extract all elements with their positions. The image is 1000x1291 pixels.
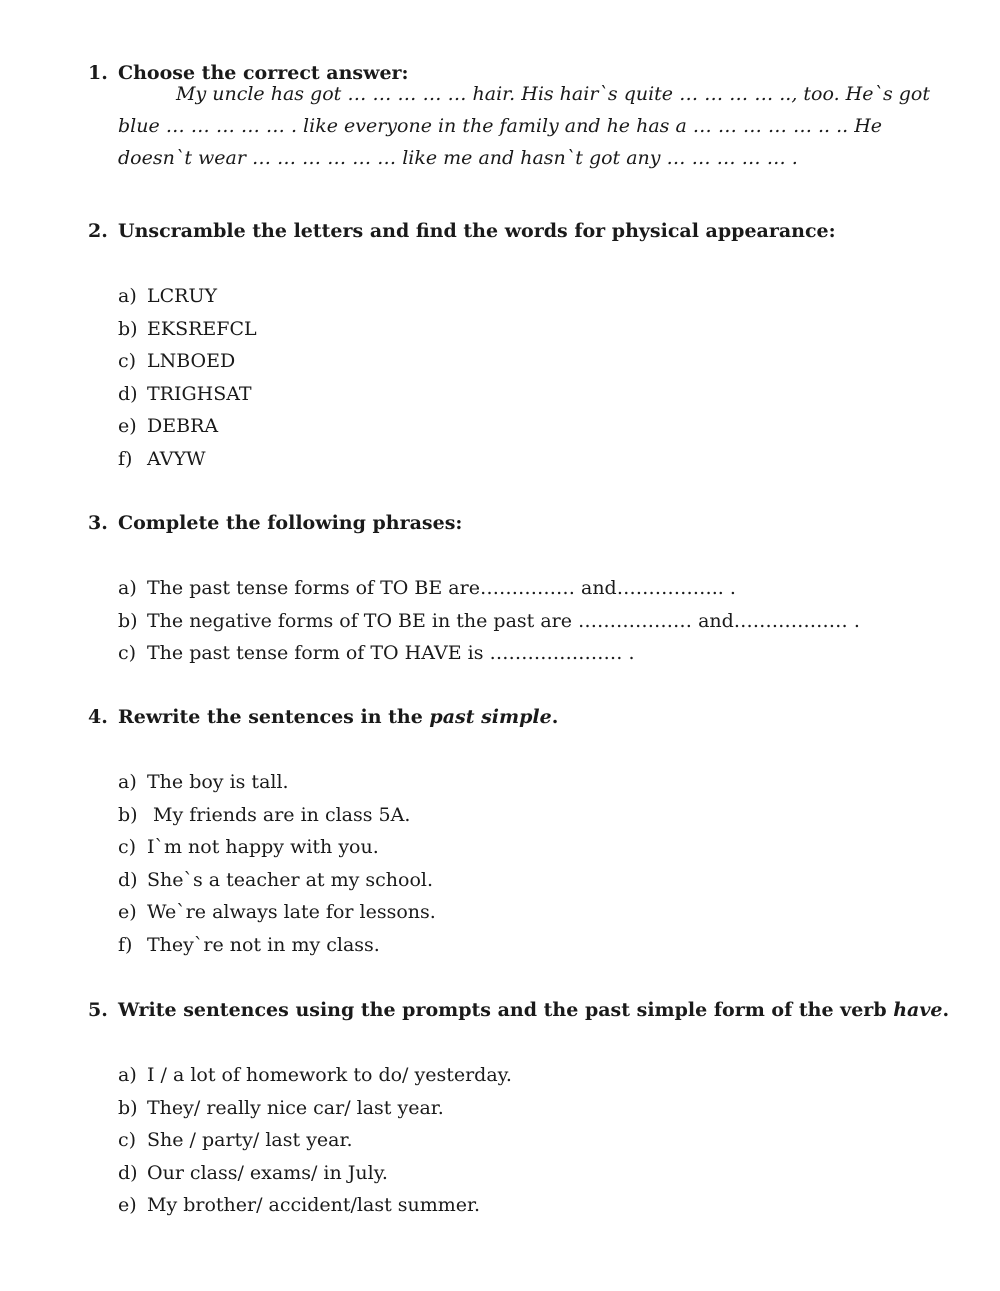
list-item: e) We`re always late for lessons. xyxy=(118,901,436,924)
section-5-heading: 5. Write sentences using the prompts and the past simple form of the verb have. xyxy=(88,999,950,1021)
section-number: 2. xyxy=(88,220,108,242)
section-4-heading: 4. Rewrite the sentences in the past simple. xyxy=(88,706,559,728)
section-title: Complete the following phrases: xyxy=(118,512,463,534)
section-3-heading xyxy=(88,510,462,536)
list-item: c) The past tense form of TO HAVE is ………………… . xyxy=(118,642,635,665)
list-item: c) I`m not happy with you. xyxy=(118,836,379,859)
list-item: b) My friends are in class 5A. xyxy=(118,803,411,826)
list-item: a) The past tense forms of TO BE are…………… and…………….. . xyxy=(118,577,736,599)
list-item: e) DEBRA xyxy=(118,415,219,438)
section-number: 3. xyxy=(88,512,108,534)
list-item: d) TRIGHSAT xyxy=(118,382,252,405)
list-item: a) The boy is tall. xyxy=(118,771,289,793)
list-item: a) LCRUY xyxy=(118,285,218,307)
list-item: b) They/ really nice car/ last year. xyxy=(118,1096,444,1119)
list-item: f) They`re not in my class. xyxy=(118,933,380,956)
section-number: 1. xyxy=(88,62,108,84)
rewrite-list xyxy=(118,766,436,962)
section-title: Unscramble the letters and find the words for physical appearance: xyxy=(118,220,836,242)
list-item: e) My brother/ accident/last summer. xyxy=(118,1194,481,1217)
list-item: f) AVYW xyxy=(118,447,206,470)
section-number: 5. xyxy=(88,999,108,1021)
list-item: a) I / a lot of homework to do/ yesterday. xyxy=(118,1064,512,1086)
unscramble-list xyxy=(118,280,257,476)
section-2-heading xyxy=(88,218,836,244)
section-title: Choose the correct answer: xyxy=(118,62,409,84)
list-item: c) LNBOED xyxy=(118,350,236,373)
prompts-list xyxy=(118,1059,512,1222)
phrase-list xyxy=(118,572,860,670)
list-item: d) She`s a teacher at my school. xyxy=(118,868,434,891)
fill-in-paragraph: My uncle has got … … … … … hair. His hair`s quite … … … … .., too. He`s got blue … … … … … . like everyone in the family and he has a … … … … … .. .. He doesn`t wear … … … … … … like me and hasn`t got any … … … … … . xyxy=(118,83,931,169)
section-number: 4. xyxy=(88,706,108,728)
list-item: b) The negative forms of TO BE in the past are ……………… and……………… . xyxy=(118,609,860,632)
list-item: d) Our class/ exams/ in July. xyxy=(118,1161,388,1184)
list-item: c) She / party/ last year. xyxy=(118,1129,353,1152)
list-item: b) EKSREFCL xyxy=(118,317,257,340)
